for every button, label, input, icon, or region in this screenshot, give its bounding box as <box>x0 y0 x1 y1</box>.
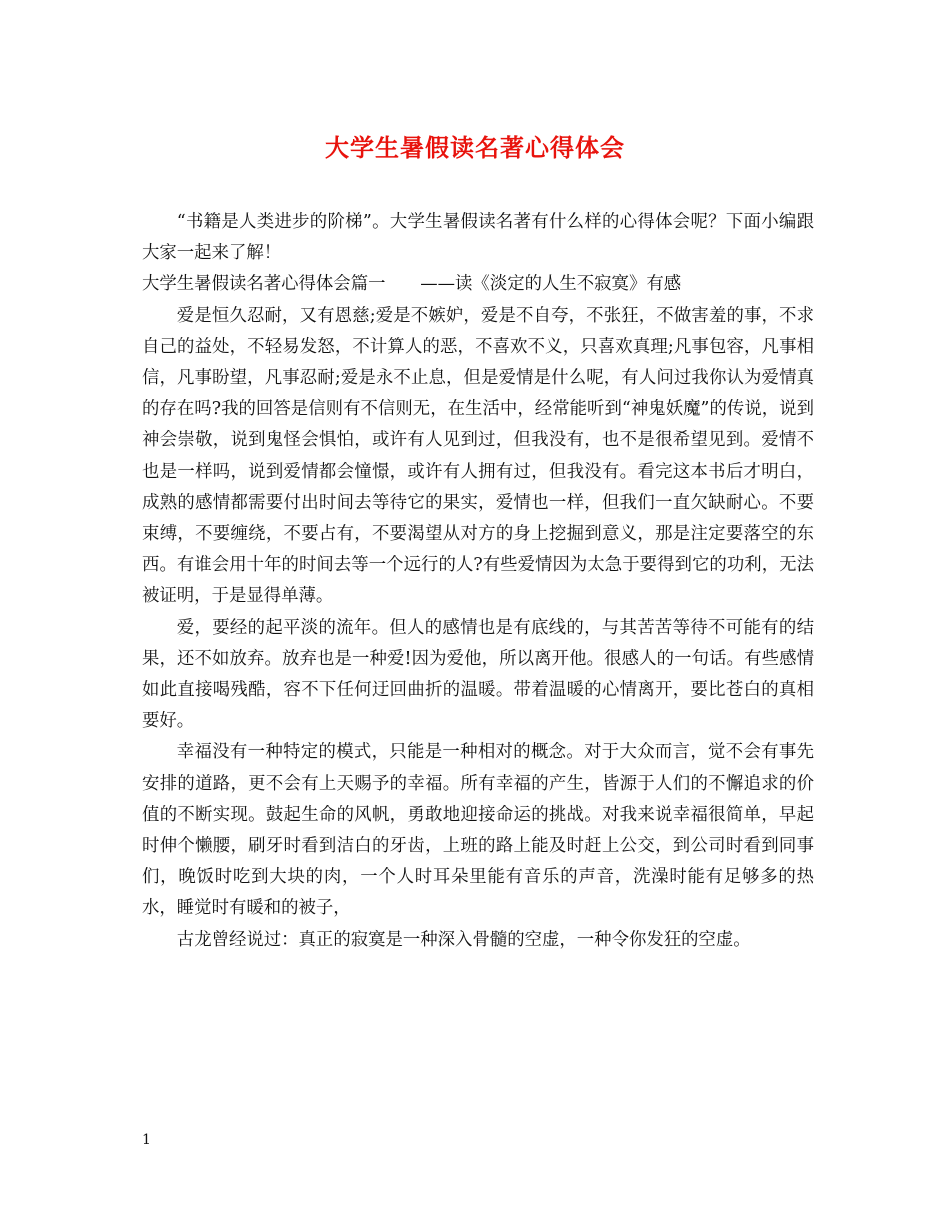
intro-paragraph: “书籍是人类进步的阶梯”。大学生暑假读名著有什么样的心得体会呢？下面小编跟大家一起来了解！ <box>142 212 814 264</box>
body-paragraph: 爱，要经的起平淡的流年。但人的感情也是有底线的，与其苦苦等待不可能有的结果，还不如放弃。放弃也是一种爱!因为爱他，所以离开他。很感人的一句话。有些感情如此直接喝残酷，容不下任何迂回曲折的温暖。带着温暖的心情离开，要比苍白的真相要好。 <box>142 617 814 732</box>
page-number: 1 <box>142 1132 151 1148</box>
body-paragraph: 古龙曾经说过：真正的寂寞是一种深入骨髓的空虚，一种令你发狂的空虚。 <box>176 929 751 950</box>
page-title: 大学生暑假读名著心得体会 <box>325 133 625 162</box>
body-paragraph: 幸福没有一种特定的模式，只能是一种相对的概念。对于大众而言，觉不会有事先安排的道路，更不会有上天赐予的幸福。所有幸福的产生，皆源于人们的不懈追求的价值的不断实现。鼓起生命的风帆，勇敢地迎接命运的挑战。对我来说幸福很简单，早起时伸个懒腰，刷牙时看到洁白的牙齿，上班的路上能及时赶上公交，到公司时看到同事们，晚饭时吃到大块的肉，一个人时耳朵里能有音乐的声音，洗澡时能有足够多的热水，睡觉时有暖和的被子， <box>142 742 814 919</box>
document-body <box>142 207 814 956</box>
body-paragraph: 爱是恒久忍耐，又有恩慈;爱是不嫉妒，爱是不自夸，不张狂，不做害羞的事，不求自己的益处，不轻易发怒，不计算人的恶，不喜欢不义，只喜欢真理;凡事包容，凡事相信，凡事盼望，凡事忍耐;爱是永不止息，但是爱情是什么呢，有人问过我你认为爱情真的存在吗?我的回答是信则有不信则无，在生活中，经常能听到“神鬼妖魔”的传说，说到神会崇敬，说到鬼怪会惧怕，或许有人见到过，但我没有，也不是很希望见到。爱情不也是一样吗，说到爱情都会憧憬，或许有人拥有过，但我没有。看完这本书后才明白，成熟的感情都需要付出时间去等待它的果实，爱情也一样，但我们一直欠缺耐心。不要束缚，不要缠绕，不要占有，不要渴望从对方的身上挖掘到意义，那是注定要落空的东西。有谁会用十年的时间去等一个远行的人?有些爱情因为太急于要得到它的功利，无法被证明，于是显得单薄。 <box>142 305 814 607</box>
section-subhead: 大学生暑假读名著心得体会篇一 ——读《淡定的人生不寂寞》有感 <box>142 274 682 295</box>
